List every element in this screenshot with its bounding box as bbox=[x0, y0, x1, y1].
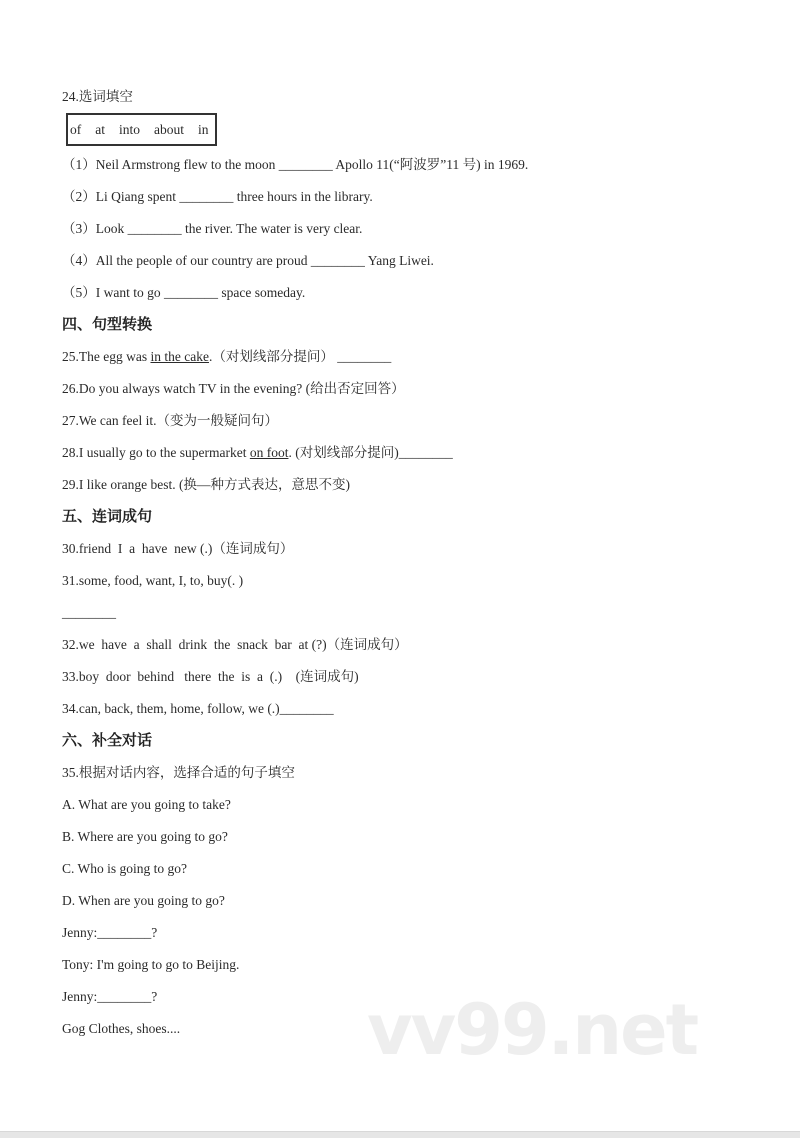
q25-underlined: in the cake bbox=[150, 349, 209, 364]
q24-item-2: （2）Li Qiang spent ________ three hours in the library. bbox=[62, 189, 373, 204]
word-option: about bbox=[154, 122, 185, 137]
q24-item-3: （3）Look ________ the river. The water is very clear. bbox=[62, 221, 363, 236]
option-b: B. Where are you going to go? bbox=[62, 829, 228, 844]
section-6-heading: 六、补全对话 bbox=[62, 731, 153, 749]
question-27: 27.We can feel it.（变为一般疑问句） bbox=[62, 413, 278, 428]
q28-underlined: on foot bbox=[249, 445, 289, 460]
option-c: C. Who is going to go? bbox=[62, 861, 188, 876]
question-34: 34.can, back, them, home, follow, we (.)________ bbox=[62, 701, 334, 716]
question-31-blank: ________ bbox=[62, 605, 116, 620]
question-35: 35.根据对话内容，选择合适的句子填空 bbox=[62, 765, 295, 780]
word-box bbox=[66, 113, 217, 146]
word-option: of bbox=[70, 122, 82, 137]
question-26: 26.Do you always watch TV in the evening? (给出否定回答） bbox=[62, 381, 405, 396]
question-32: 32.we have a shall drink the snack bar at (?)（连词成句） bbox=[62, 637, 408, 652]
section-4-heading: 四、句型转换 bbox=[62, 315, 153, 333]
q28-pre: 28.I usually go to the supermarket bbox=[62, 445, 250, 460]
q28-post: . (对划线部分提问)________ bbox=[288, 445, 453, 460]
question-24-title: 24.选词填空 bbox=[62, 89, 133, 104]
word-option: at bbox=[95, 122, 105, 137]
question-29: 29.I like orange best. (换—种方式表达，意思不变) bbox=[62, 477, 350, 492]
question-31: 31.some, food, want, I, to, buy(. ) bbox=[62, 573, 244, 588]
question-33: 33.boy door behind there the is a (.) (连词成句) bbox=[62, 669, 359, 684]
q24-item-4: （4）All the people of our country are proud ________ Yang Liwei. bbox=[62, 253, 434, 268]
word-option: in bbox=[198, 122, 209, 137]
option-a: A. What are you going to take? bbox=[62, 797, 231, 812]
q25-pre: 25.The egg was bbox=[62, 349, 151, 364]
question-28 bbox=[62, 444, 453, 462]
section-5-heading: 五、连词成句 bbox=[62, 507, 153, 525]
question-25 bbox=[62, 348, 391, 366]
q24-item-5: （5）I want to go ________ space someday. bbox=[62, 285, 306, 300]
dialogue-line: Tony: I'm going to go to Beijing. bbox=[62, 957, 240, 972]
question-30: 30.friend I a have new (.)（连词成句） bbox=[62, 541, 294, 556]
watermark: vv99.net bbox=[367, 989, 698, 1071]
q25-post: .（对划线部分提问） ________ bbox=[208, 349, 392, 364]
dialogue-line: Jenny:________? bbox=[62, 925, 158, 940]
option-d: D. When are you going to go? bbox=[62, 893, 225, 908]
dialogue-line: Jenny:________? bbox=[62, 989, 158, 1004]
q24-item-1: （1）Neil Armstrong flew to the moon ________ Apollo 11(“阿波罗”11 号) in 1969. bbox=[62, 157, 529, 172]
dialogue-line: Gog Clothes, shoes.... bbox=[62, 1021, 181, 1036]
word-option: into bbox=[119, 122, 141, 137]
